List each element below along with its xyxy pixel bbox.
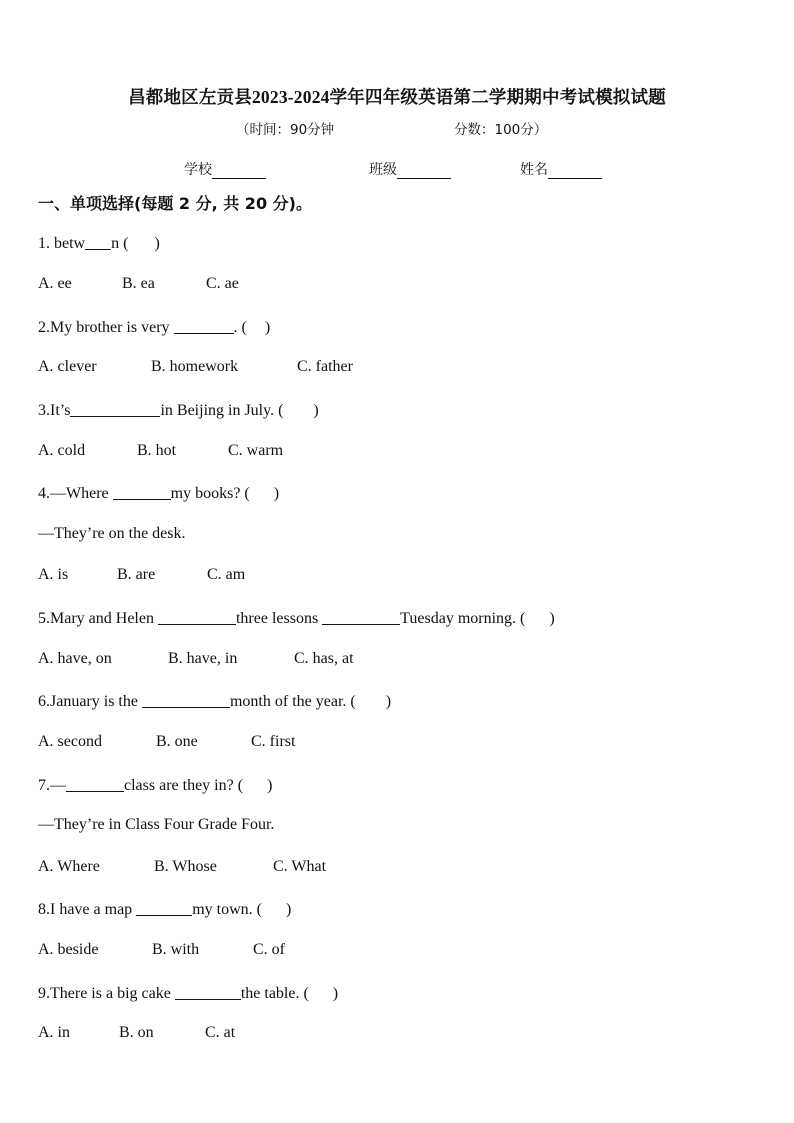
option-c[interactable]: C. father (297, 358, 353, 375)
answer-blank[interactable] (175, 983, 241, 1000)
answer-blank[interactable] (174, 317, 234, 334)
question-7-options (38, 858, 326, 876)
question-5-options (38, 650, 354, 668)
answer-blank[interactable] (70, 400, 160, 417)
question-8-stem (38, 899, 291, 919)
answer-blank[interactable] (85, 233, 111, 250)
option-c[interactable]: C. first (251, 733, 296, 750)
option-b[interactable]: B. with (152, 941, 200, 958)
option-b[interactable]: B. are (117, 566, 156, 583)
exam-score: 分数：100分） (454, 122, 548, 138)
question-text: ) (273, 485, 280, 502)
question-text: my books? ( (170, 485, 250, 502)
question-text: ) (267, 777, 273, 794)
question-2-stem (38, 317, 270, 337)
name-field (520, 159, 602, 179)
question-9-stem (38, 983, 338, 1003)
question-text: 4.—Where (38, 485, 109, 502)
question-text: month of the year. ( (229, 693, 356, 710)
school-label: 学校 (184, 162, 212, 178)
question-text: class are they in? ( (124, 777, 244, 794)
question-7-dialog: —They’re in Class Four Grade Four. (38, 816, 275, 833)
option-c[interactable]: C. am (207, 566, 246, 583)
option-a[interactable]: A. have, on (38, 650, 112, 667)
option-c[interactable]: C. warm (228, 442, 284, 459)
answer-blank[interactable] (158, 608, 236, 625)
question-text: ) (385, 693, 392, 710)
answer-blank[interactable] (322, 608, 400, 625)
question-text: 6.January is the (38, 693, 138, 710)
school-field (184, 159, 266, 179)
option-b[interactable]: B. on (119, 1024, 154, 1041)
answer-blank[interactable] (113, 483, 171, 500)
class-label: 班级 (369, 162, 397, 178)
option-c[interactable]: C. ae (206, 275, 239, 292)
question-text: ) (549, 610, 555, 627)
class-blank[interactable] (397, 163, 451, 179)
question-text: 1. betw (38, 235, 86, 252)
question-1-stem (38, 233, 160, 253)
question-3-options (38, 442, 283, 460)
exam-title: 昌都地区左贡县2023-2024学年四年级英语第二学期期中考试模拟试题 (128, 87, 666, 107)
exam-time: （时间：90分钟 (236, 122, 335, 138)
question-text: the table. ( (240, 985, 309, 1002)
question-text: 2.My brother is very (38, 319, 170, 336)
question-text: ) (332, 985, 339, 1002)
option-b[interactable]: B. Whose (154, 858, 217, 875)
name-blank[interactable] (548, 163, 602, 179)
question-text: 3.It’s (38, 402, 71, 419)
option-a[interactable]: A. second (38, 733, 102, 750)
question-text: ) (313, 402, 319, 419)
question-text: ) (285, 901, 292, 918)
question-text: 7.— (38, 777, 66, 794)
question-text: n ( (111, 235, 129, 252)
option-c[interactable]: C. of (253, 941, 285, 958)
question-text: 8.I have a map (38, 901, 133, 918)
option-a[interactable]: A. Where (38, 858, 100, 875)
option-a[interactable]: A. ee (38, 275, 72, 292)
option-b[interactable]: B. homework (151, 358, 239, 375)
question-3-stem (38, 400, 319, 420)
option-b[interactable]: B. hot (137, 442, 177, 459)
option-a[interactable]: A. in (38, 1024, 70, 1041)
class-field (369, 159, 451, 179)
option-c[interactable]: C. at (205, 1024, 236, 1041)
question-7-stem (38, 775, 272, 795)
option-a[interactable]: A. clever (38, 358, 97, 375)
option-a[interactable]: A. beside (38, 941, 99, 958)
question-text: . ( (233, 319, 247, 336)
question-text: three lessons (235, 610, 319, 627)
question-4-dialog: —They’re on the desk. (38, 525, 186, 542)
option-b[interactable]: B. one (156, 733, 198, 750)
question-4-options (38, 566, 245, 584)
option-a[interactable]: A. is (38, 566, 69, 583)
question-text: Tuesday morning. ( (400, 610, 526, 627)
question-9-options (38, 1024, 235, 1042)
section-heading: 一、单项选择(每题 2 分, 共 20 分)。 (38, 194, 312, 213)
question-5-stem (38, 608, 555, 628)
option-b[interactable]: B. have, in (168, 650, 238, 667)
question-2-options (38, 358, 353, 376)
question-8-options (38, 941, 285, 959)
question-text: ) (154, 235, 160, 252)
question-text: ) (264, 319, 271, 336)
answer-blank[interactable] (66, 775, 124, 792)
question-4-stem (38, 483, 279, 503)
option-c[interactable]: C. What (273, 858, 327, 875)
answer-blank[interactable] (136, 899, 192, 916)
school-blank[interactable] (212, 163, 266, 179)
question-text: 5.Mary and Helen (38, 610, 154, 627)
question-6-stem (38, 691, 391, 711)
option-a[interactable]: A. cold (38, 442, 86, 459)
option-b[interactable]: B. ea (122, 275, 155, 292)
question-1-options (38, 275, 239, 293)
question-text: 9.There is a big cake (38, 985, 171, 1002)
option-c[interactable]: C. has, at (294, 650, 354, 667)
question-6-options (38, 733, 295, 751)
answer-blank[interactable] (142, 691, 230, 708)
name-label: 姓名 (520, 162, 548, 178)
question-text: in Beijing in July. ( (160, 402, 284, 419)
question-text: my town. ( (192, 901, 262, 918)
